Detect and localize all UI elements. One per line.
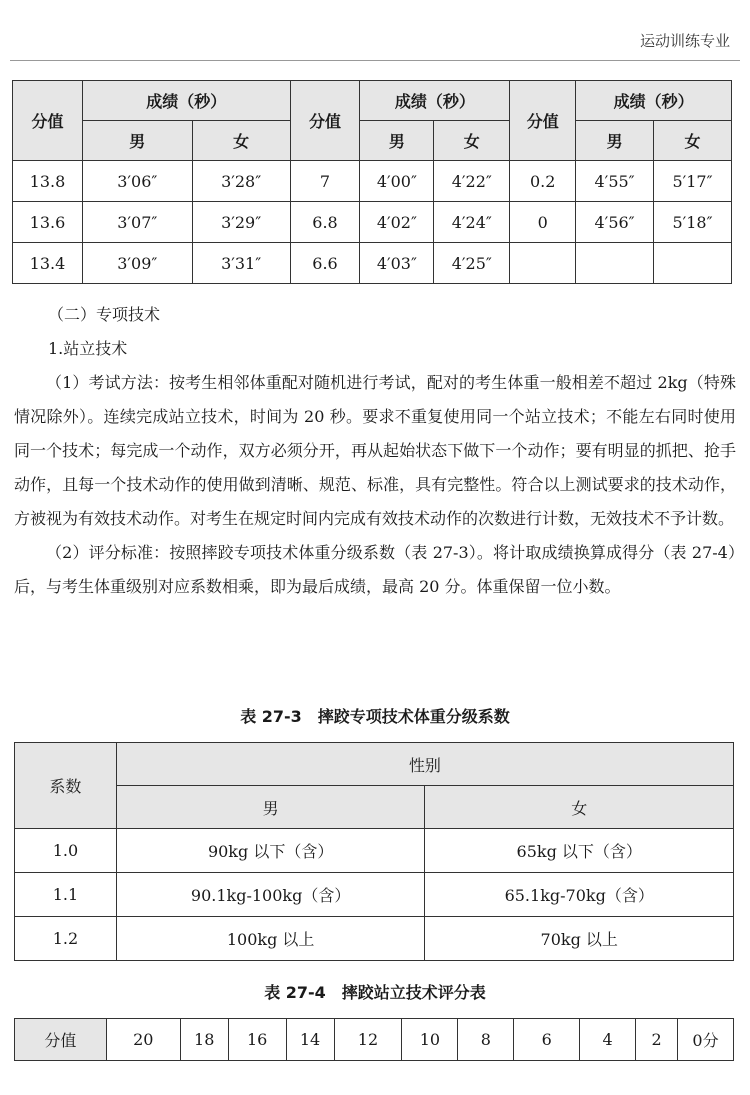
weight-coefficient-table: [14, 742, 734, 961]
table-cell: 3′29″: [192, 202, 290, 243]
table-cell: [654, 243, 732, 284]
score-label-cell: 分值: [15, 1019, 107, 1061]
coef-header: 系数: [15, 743, 117, 829]
table-cell: 4′55″: [576, 161, 654, 202]
table-cell: 1.0: [15, 829, 117, 873]
table-row: [15, 829, 734, 873]
scoring-standard-paragraph: （2）评分标准：按照摔跤专项技术体重分级系数（表 27-3）。将计取成绩换算成得分（表 27-4）后，与考生体重级别对应系数相乘，即为最后成绩，最高 20 分。体重保留一位小数。: [14, 543, 736, 596]
table-cell: 4: [580, 1019, 636, 1061]
table-cell: 5′18″: [654, 202, 732, 243]
standing-technique-score-table: [14, 1018, 734, 1061]
table-27-4-caption: 表 27-4 摔跤站立技术评分表: [264, 983, 486, 1002]
result-header: 成绩（秒）: [576, 81, 732, 121]
table-cell: 0: [510, 202, 576, 243]
table-cell: 4′56″: [576, 202, 654, 243]
table-cell: [576, 243, 654, 284]
female-header: 女: [654, 121, 732, 161]
table-cell: 2: [636, 1019, 678, 1061]
score-header: 分值: [13, 81, 83, 161]
male-header: 男: [576, 121, 654, 161]
table-cell: 90.1kg-100kg（含）: [116, 873, 425, 917]
table-cell: 6: [514, 1019, 580, 1061]
table-cell: 20: [106, 1019, 180, 1061]
table-cell: 3′06″: [82, 161, 192, 202]
table-cell: 1.2: [15, 917, 117, 961]
table-cell: 100kg 以上: [116, 917, 425, 961]
table-cell: 4′02″: [360, 202, 434, 243]
male-header: 男: [82, 121, 192, 161]
header-divider: [10, 60, 740, 61]
section-body: [14, 298, 736, 604]
female-header: 女: [434, 121, 510, 161]
female-header: 女: [425, 786, 734, 829]
table-cell: 4′22″: [434, 161, 510, 202]
table-row: [13, 161, 732, 202]
table-row: [15, 917, 734, 961]
table-cell: 5′17″: [654, 161, 732, 202]
table-cell: 65kg 以下（含）: [425, 829, 734, 873]
table-cell: 13.8: [13, 161, 83, 202]
page-header: 运动训练专业: [639, 32, 730, 50]
table-row: [13, 243, 732, 284]
table-cell: 3′28″: [192, 161, 290, 202]
table-cell: 13.4: [13, 243, 83, 284]
table-row: [13, 202, 732, 243]
table-cell: 13.6: [13, 202, 83, 243]
table-cell: 18: [180, 1019, 228, 1061]
table-row: [15, 1019, 734, 1061]
table-cell: 6.6: [290, 243, 360, 284]
result-header: 成绩（秒）: [360, 81, 510, 121]
table-cell: 4′03″: [360, 243, 434, 284]
table-cell: 65.1kg-70kg（含）: [425, 873, 734, 917]
table-cell: 4′25″: [434, 243, 510, 284]
score-header: 分值: [510, 81, 576, 161]
table-cell: 4′00″: [360, 161, 434, 202]
table-cell: 90kg 以下（含）: [116, 829, 425, 873]
table-row: [15, 873, 734, 917]
table-cell: 12: [334, 1019, 402, 1061]
table-cell: 14: [286, 1019, 334, 1061]
gender-header: 性别: [116, 743, 733, 786]
male-header: 男: [360, 121, 434, 161]
table-cell: 1.1: [15, 873, 117, 917]
table-cell: 3′09″: [82, 243, 192, 284]
table-cell: 3′07″: [82, 202, 192, 243]
table-27-3-caption: 表 27-3 摔跤专项技术体重分级系数: [240, 707, 510, 726]
score-time-table: [12, 80, 732, 284]
section-item: 1.站立技术: [48, 339, 128, 358]
table-cell: 3′31″: [192, 243, 290, 284]
section-subtitle: （二）专项技术: [48, 305, 161, 324]
exam-method-paragraph: （1）考试方法：按考生相邻体重配对随机进行考试，配对的考生体重一般相差不超过 2kg（特殊情况除外）。连续完成站立技术，时间为 20 秒。要求不重复使用同一个站立技术；不能左右同时使用同一个技术；每完成一个动作，双方必须分开，再从起始状态下做下一个动作；要有明显的抓把、抢手动作，且每一个技术动作的使用做到清晰、规范、标准，具有完整性。符合以上测试要求的技术动作，方被视为有效技术动作。对考生在规定时间内完成有效技术动作的次数进行计数，无效技术不予计数。: [14, 373, 736, 528]
table-cell: 4′24″: [434, 202, 510, 243]
table-cell: 7: [290, 161, 360, 202]
result-header: 成绩（秒）: [82, 81, 290, 121]
female-header: 女: [192, 121, 290, 161]
table-cell: 70kg 以上: [425, 917, 734, 961]
table-cell: 8: [458, 1019, 514, 1061]
male-header: 男: [116, 786, 425, 829]
table-cell: 6.8: [290, 202, 360, 243]
table-cell: 10: [402, 1019, 458, 1061]
table-cell: 16: [228, 1019, 286, 1061]
table-cell: [510, 243, 576, 284]
table-cell: 0分: [678, 1019, 734, 1061]
table-cell: 0.2: [510, 161, 576, 202]
score-header: 分值: [290, 81, 360, 161]
